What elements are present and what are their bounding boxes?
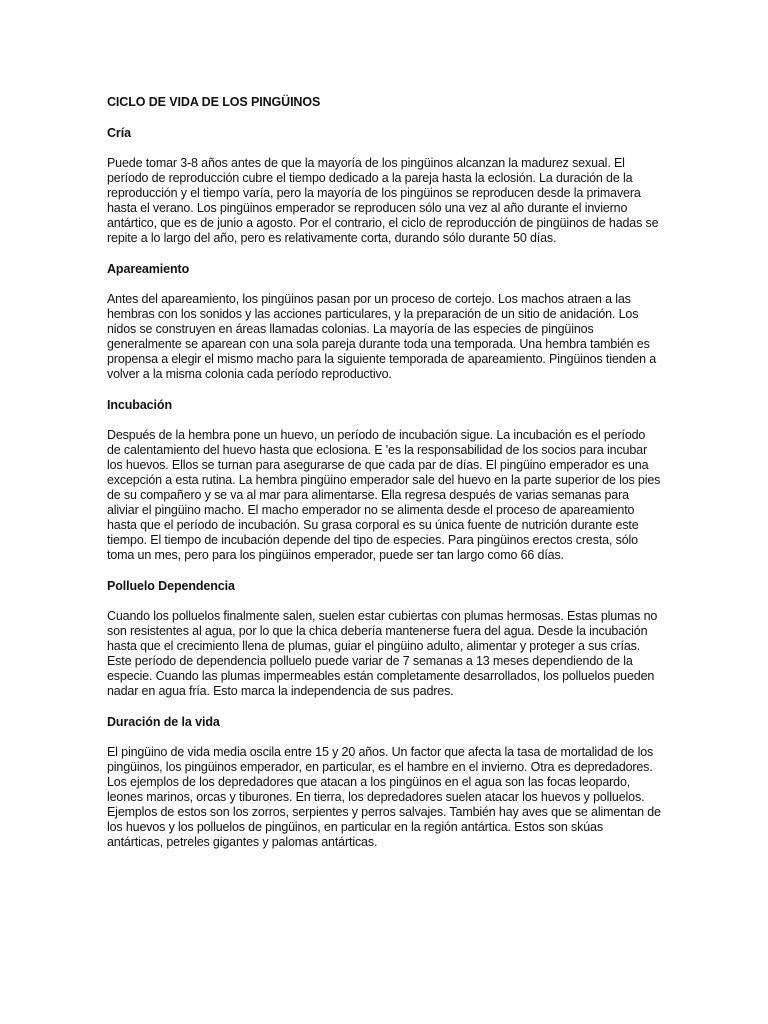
section-paragraph: Antes del apareamiento, los pingüinos pasan por un proceso de cortejo. Los machos atraen a las hembras con los sonidos y las acciones particulares, y la preparación de un sitio de anidación. Los nidos se construyen en áreas llamadas colonias. La mayoría de las especies de pingüinos generalmente se aparean con una sola pareja durante toda una temporada. Una hembra también es propensa a elegir el mismo macho para la siguiente temporada de apareamiento. Pingüinos tienden a volver a la misma colonia cada período reproductivo. bbox=[107, 292, 656, 381]
section-heading: Apareamiento bbox=[107, 262, 190, 276]
section-cria bbox=[107, 125, 662, 246]
section-duracion-vida bbox=[107, 714, 662, 850]
document-page bbox=[107, 94, 662, 865]
section-paragraph: Después de la hembra pone un huevo, un período de incubación sigue. La incubación es el período de calentamiento del huevo hasta que eclosiona. E 'es la responsabilidad de los socios para incubar los huevos. Ellos se turnan para asegurarse de que cada par de días. El pingüino emperador es una excepción a esta rutina. La hembra pingüino emperador sale del huevo en la parte superior de los pies de su compañero y se va al mar para alimentarse. Ella regresa después de varias semanas para aliviar el pingüino macho. El macho emperador no se alimenta desde el proceso de apareamiento hasta que el período de incubación. Su grasa corporal es su única fuente de nutrición durante este tiempo. El tiempo de incubación depende del tipo de especies. Para pingüinos erectos cresta, sólo toma un mes, pero para los pingüinos emperador, puede ser tan largo como 66 días. bbox=[107, 428, 661, 562]
section-heading: Cría bbox=[107, 126, 131, 140]
section-heading: Duración de la vida bbox=[107, 715, 220, 729]
section-paragraph: Puede tomar 3-8 años antes de que la mayoría de los pingüinos alcanzan la madurez sexual. El período de reproducción cubre el tiempo dedicado a la pareja hasta la eclosión. La duración de la reproducción y el tiempo varía, pero la mayoría de los pingüinos se reproducen desde la primavera hasta el verano. Los pingüinos emperador se reproducen sólo una vez al año durante el invierno antártico, que es de junio a agosto. Por el contrario, el ciclo de reproducción de pingüinos de hadas se repite a lo largo del año, pero es relativamente corta, durando sólo durante 50 días. bbox=[107, 156, 659, 245]
document-title: CICLO DE VIDA DE LOS PINGÜINOS bbox=[107, 95, 321, 109]
section-heading: Polluelo Dependencia bbox=[107, 579, 235, 593]
section-heading: Incubación bbox=[107, 398, 172, 412]
section-polluelo-dependencia bbox=[107, 578, 662, 699]
section-incubacion bbox=[107, 397, 662, 563]
section-apareamiento bbox=[107, 261, 662, 382]
section-paragraph: El pingüino de vida media oscila entre 15 y 20 años. Un factor que afecta la tasa de mortalidad de los pingüinos, los pingüinos emperador, en particular, es el hambre en el invierno. Otra es depredadores. Los ejemplos de los depredadores que atacan a los pingüinos en el agua son las focas leopardo, leones marinos, orcas y tiburones. En tierra, los depredadores suelen atacar los huevos y polluelos. Ejemplos de estos son los zorros, serpientes y perros salvajes. También hay aves que se alimentan de los huevos y los polluelos de pingüinos, en particular en la región antártica. Estos son skúas antárticas, petreles gigantes y palomas antárticas. bbox=[107, 745, 661, 849]
section-paragraph: Cuando los polluelos finalmente salen, suelen estar cubiertas con plumas hermosas. Estas plumas no son resistentes al agua, por lo que la chica debería mantenerse fuera del agua. Desde la incubación hasta que el crecimiento llena de plumas, guiar el pingüino adulto, alimentar y proteger a sus crías. Este período de dependencia polluelo puede variar de 7 semanas a 13 meses dependiendo de la especie. Cuando las plumas impermeables están completamente desarrollados, los polluelos pueden nadar en agua fría. Esto marca la independencia de sus padres. bbox=[107, 609, 658, 698]
